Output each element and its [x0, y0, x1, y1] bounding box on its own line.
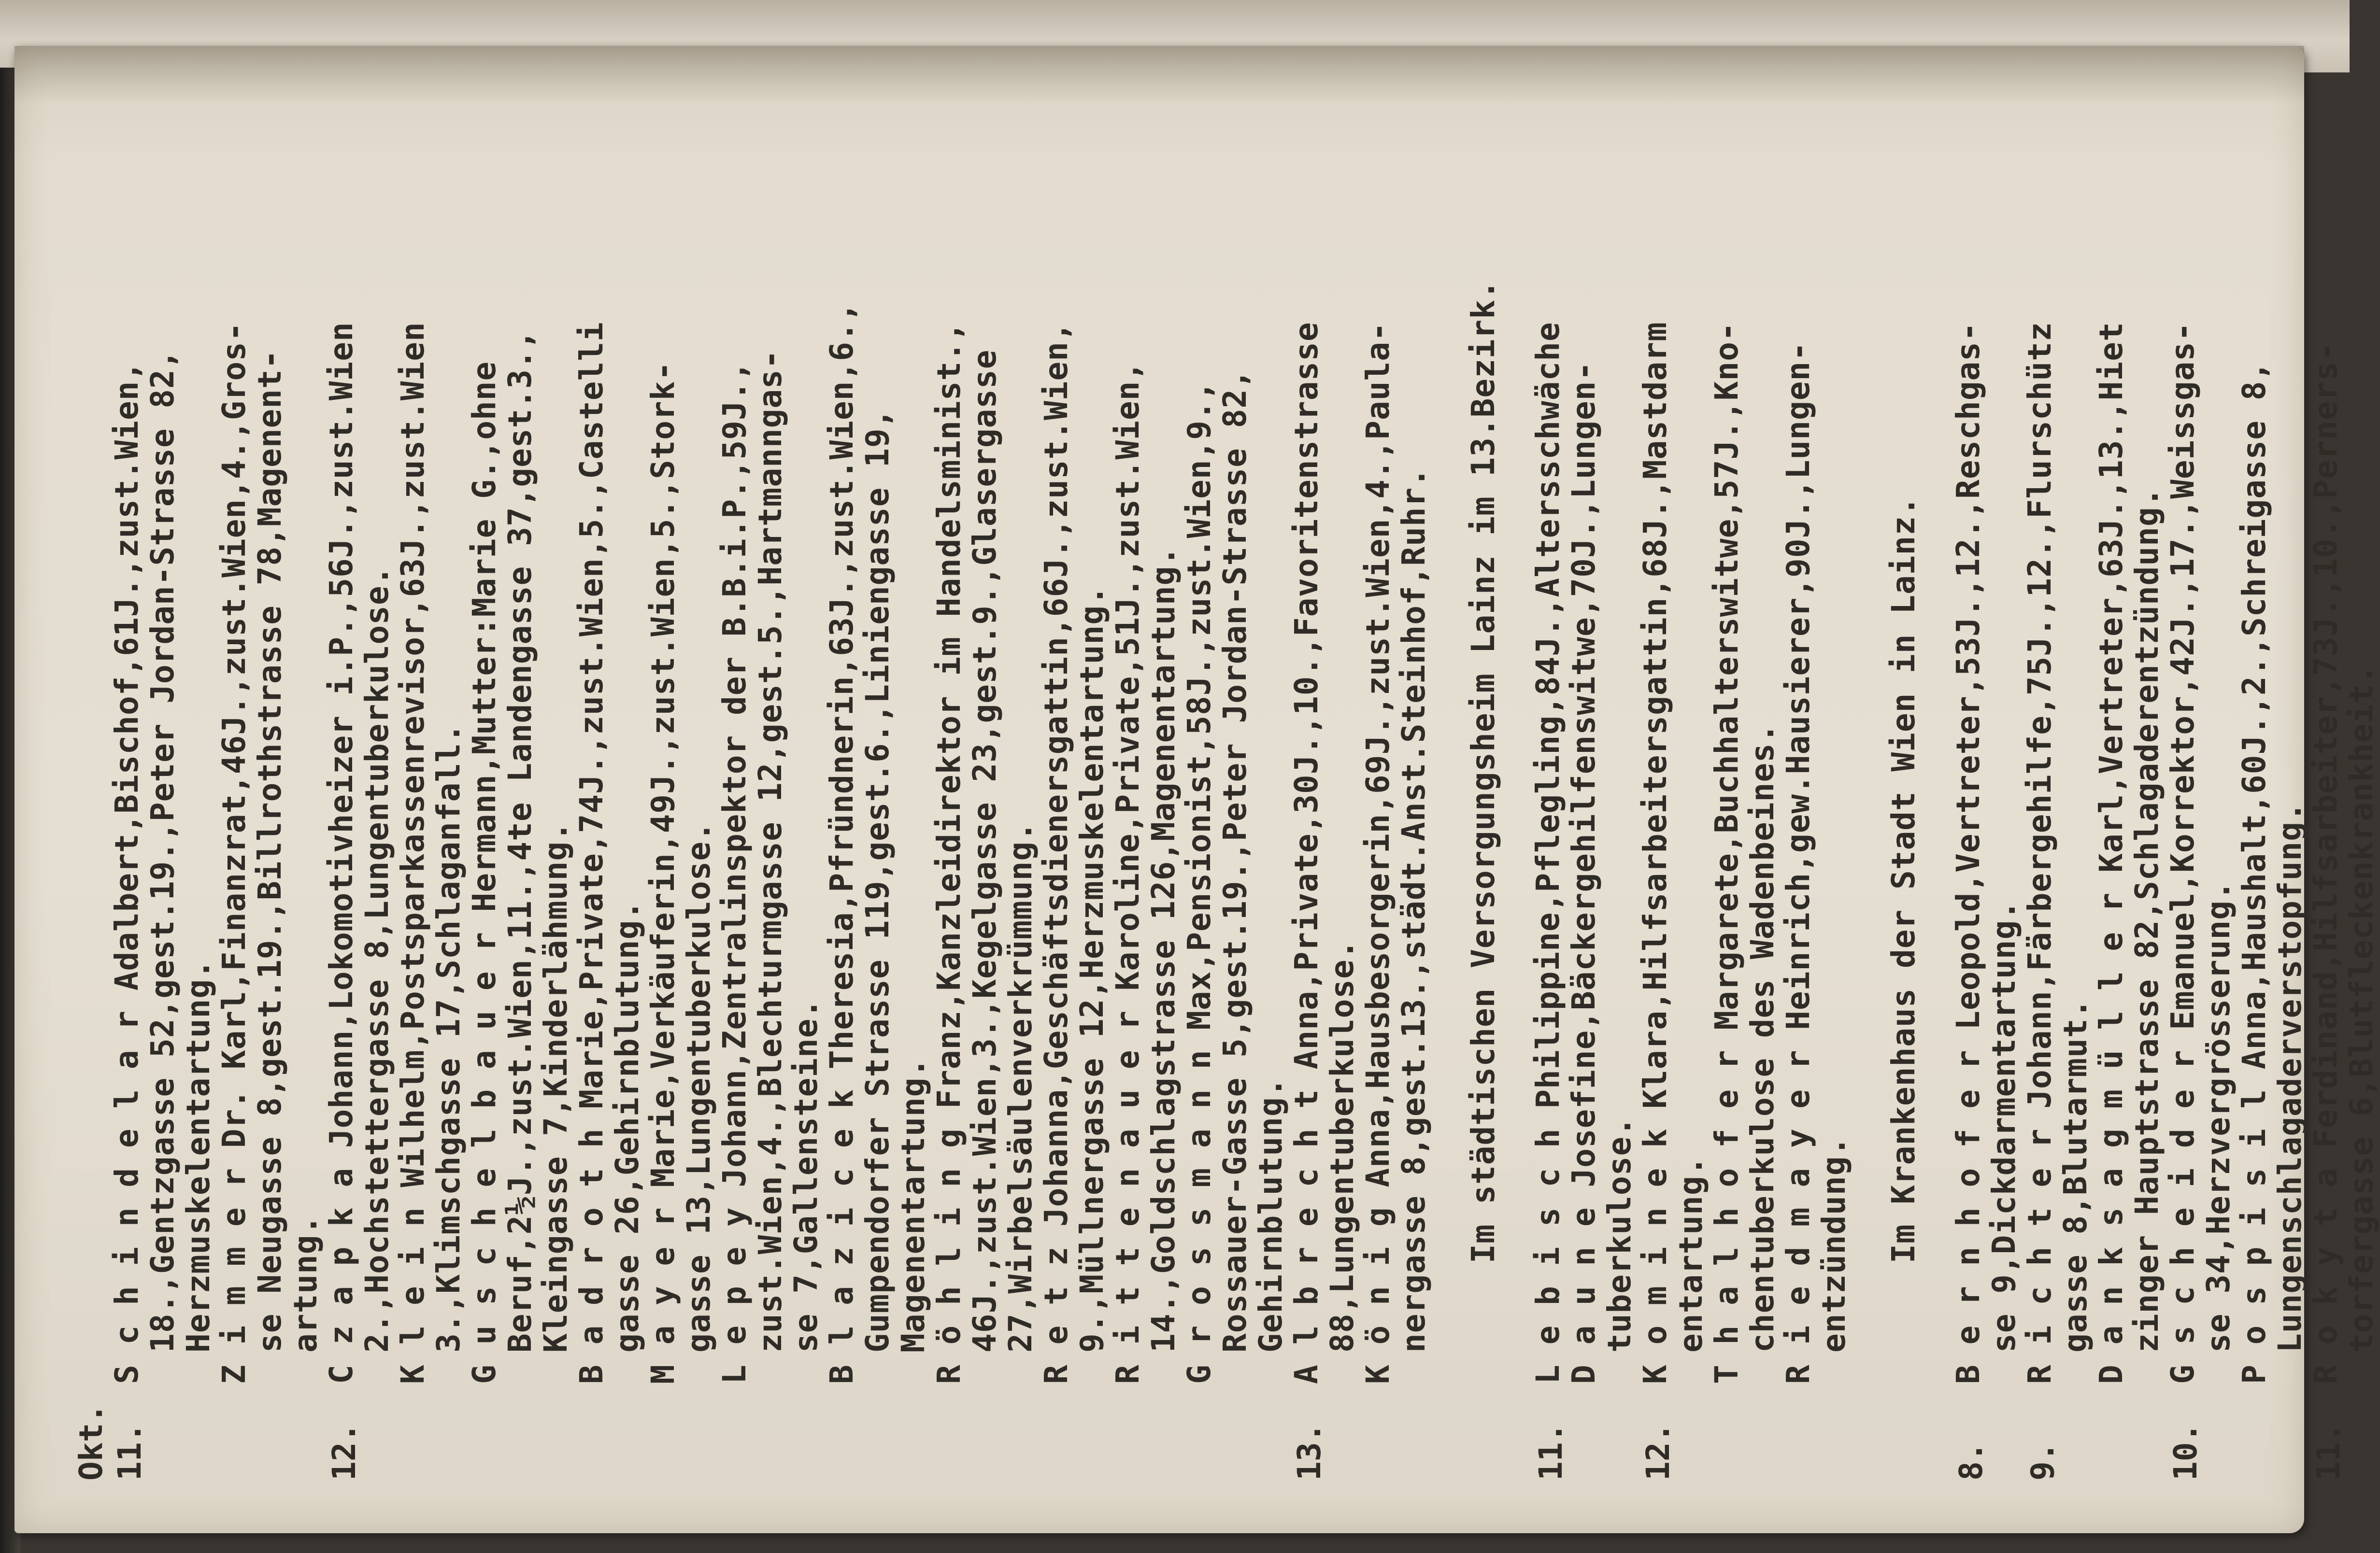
entry-continuation: Kleingasse 7,Kinderlähmung. [537, 821, 574, 1353]
entry-line: R i e d m a y e r Heinrich,gew.Hausierer,90J.,Lungen- [1780, 341, 1817, 1384]
entry-day: 12. [326, 1423, 363, 1481]
entry-continuation: se Neugasse 8,gest.19.,Billrothstrasse 78,Magenent- [251, 349, 288, 1353]
entry-line: Z i m m e r Dr. Karl,Finanzrat,46J.,zust.Wien,4.,Gros- [215, 322, 253, 1384]
entry-continuation: Magenentartung. [895, 1057, 932, 1353]
section-heading: Im Krankenhaus der Stadt Wien in Lainz. [1885, 496, 1922, 1263]
entry-line: L e p e y Johann,Zentralinspektor der B.B.i.P.,59J., [716, 361, 753, 1384]
entry-line: B l a z i c e k Theresia,Pfründnerin,63J.,zust.Wien,6., [823, 302, 860, 1384]
entry-continuation: artung. [287, 1214, 324, 1353]
entry-continuation: se 34,Herzvergrösserung. [2200, 880, 2237, 1353]
entry-continuation: 88,Lungentuberkulose. [1324, 939, 1361, 1353]
entry-line: K o m i n e k Klara,Hilfsarbeitersgattin,68J.,Mastdarm [1637, 322, 1674, 1384]
entry-continuation: Gumpendorfer Strasse 119,gest.6.,Liniengasse 19, [859, 408, 896, 1353]
entry-line: S c h i n d e l a r Adalbert,Bischof,61J.,zust.Wien, [108, 361, 145, 1384]
entry-line: D a u n e Josefine,Bäckergehilfenswitwe,70J.,Lungen- [1565, 361, 1602, 1384]
entry-continuation: se 7,Gallensteine. [787, 998, 825, 1353]
entry-continuation: 46J.,zust.Wien,3.,Kegelgasse 23,gest.9.,Glasergasse [966, 349, 1003, 1353]
entry-line: T h a l h o f e r Margarete,Buchhalterswitwe,57J.,Kno- [1708, 322, 1745, 1384]
entry-day: 11. [2310, 1423, 2347, 1481]
entry-continuation: chentuberkulose des Wadenbeines. [1744, 723, 1781, 1353]
entry-line: K ö n i g Anna,Hausbesorgerin,69J.,zust.Wien,4.,Paula- [1359, 322, 1397, 1384]
entry-continuation: Beruf,2½J.,zust.Wien,11.,4te Landengasse 37,gest.3., [501, 329, 539, 1353]
entry-line: R ö h l i n g Franz,Kanzleidirektor im Handelsminist., [930, 322, 968, 1384]
entry-line: G r o s s m a n n Max,Pensionist,58J.,zust.Wien,9., [1181, 381, 1218, 1384]
entry-line: R i t t e n a u e r Karoline,Private,51J.,zust.Wien, [1109, 361, 1146, 1384]
entry-day: 10. [2167, 1423, 2204, 1481]
entry-day: 13. [1291, 1423, 1328, 1481]
entry-day: 9. [2024, 1442, 2061, 1481]
entry-continuation: tuberkulose. [1601, 1116, 1638, 1353]
entry-line: B e r n h o f e r Leopold,Vertreter,53J.,12.,Reschgas- [1950, 322, 1987, 1384]
section-heading: Im städtischen Versorgungsheim Lainz im 13.Bezirk. [1465, 280, 1502, 1263]
entry-continuation: gasse 13,Lungentuberkulose. [680, 821, 717, 1353]
entry-continuation: 3.,Klimschgasse 17,Schlaganfall. [430, 723, 467, 1353]
entry-continuation: gasse 26,Gehirnblutung. [609, 900, 646, 1353]
entry-continuation: 2.,Hochstettergasse 8,Lungentuberkulose. [358, 565, 396, 1353]
entry-line: R o k y t a Ferdinand,Hilfsarbeiter,73J.,10.,Perners- [2307, 341, 2344, 1384]
entry-line: D a n k s a g m ü l l e r Karl,Vertreter,63J.,13.,Hiet [2093, 322, 2130, 1384]
entry-continuation: 9.,Müllnergasse 12,Herzmuskelentartung. [1073, 585, 1111, 1353]
entry-continuation: zinger Hauptstrasse 82,Schlagaderentzündung. [2128, 487, 2166, 1353]
entry-line: P o s p i s i l Anna,Haushalt,60J.,2.,Schreigasse 8, [2236, 361, 2273, 1384]
entry-line: R i c h t e r Johann,Färbergehilfe,75J.,12.,Flurschütz [2021, 322, 2058, 1384]
entry-continuation: Rossauer-Gasse 5,gest.19.,Peter Jordan-Strasse 82, [1216, 369, 1254, 1353]
entry-continuation: 27,Wirbelsäulenverkrümmung. [1002, 821, 1039, 1353]
entry-line: G s c h e i d e r Emanuel,Korrektor,42J.,17.,Weissgas- [2164, 322, 2201, 1384]
entry-line: M a y e r Marie,Verkäuferin,49J.,zust.Wien,5.,Stork- [644, 361, 682, 1384]
entry-continuation: 18.,Gentzgasse 52,gest.19.,Peter Jordan-Strasse 82, [144, 349, 181, 1353]
entry-continuation: se 9,Dickdarmentartung. [1985, 900, 2023, 1353]
entry-continuation: entartung. [1672, 1156, 1710, 1353]
entry-continuation: Lungenschlagaderverstopfung. [2271, 802, 2309, 1353]
entry-continuation: Gehirnblutung. [1252, 1077, 1289, 1353]
entry-continuation: entzündung. [1815, 1136, 1853, 1353]
entry-continuation: 14.,Goldschlagstrasse 126,Magenentartung. [1145, 546, 1182, 1353]
entry-continuation: nergasse 8,gest.13.,städt.Anst.Steinhof,Ruhr. [1395, 467, 1432, 1353]
entry-continuation: torfergasse 6,Blutfleckenkrankheit. [2343, 664, 2380, 1353]
entry-line: A l b r e c h t Anna,Private,30J.,10.,Favoritenstrasse [1288, 322, 1325, 1384]
entry-line: R e t z Johanna,Geschäftsdienersgattin,66J.,zust.Wien, [1038, 322, 1075, 1384]
entry-day: 11. [1532, 1423, 1569, 1481]
entry-line: K l e i n Wilhelm,Postsparkassenrevisor,63J.,zust.Wien [394, 322, 431, 1384]
entry-line: L e b i s c h Philippine,Pflegling,84J.,Altersschwäche [1529, 322, 1567, 1384]
entry-line: C z a p k a Johann,Lokomotivheizer i.P.,56J.,zust.Wien [323, 322, 360, 1384]
entry-continuation: zust.Wien,4.,Blechturmgasse 12,gest.5.,Hartmanngas- [752, 349, 789, 1353]
entry-continuation: gasse 8,Blutarmut. [2057, 998, 2094, 1353]
entry-day: 11. [111, 1423, 148, 1481]
date-label: Okt. [72, 1404, 110, 1481]
entry-line: B a d r o t h Marie,Private,74J.,zust.Wien,5.,Castelli [573, 322, 610, 1384]
entry-day: 8. [1952, 1442, 1990, 1481]
entry-day: 12. [1639, 1423, 1677, 1481]
entry-continuation: Herzmuskelentartung. [180, 959, 217, 1353]
entry-line: G u s c h e l b a u e r Hermann,Mutter:Marie G.,ohne [466, 361, 503, 1384]
